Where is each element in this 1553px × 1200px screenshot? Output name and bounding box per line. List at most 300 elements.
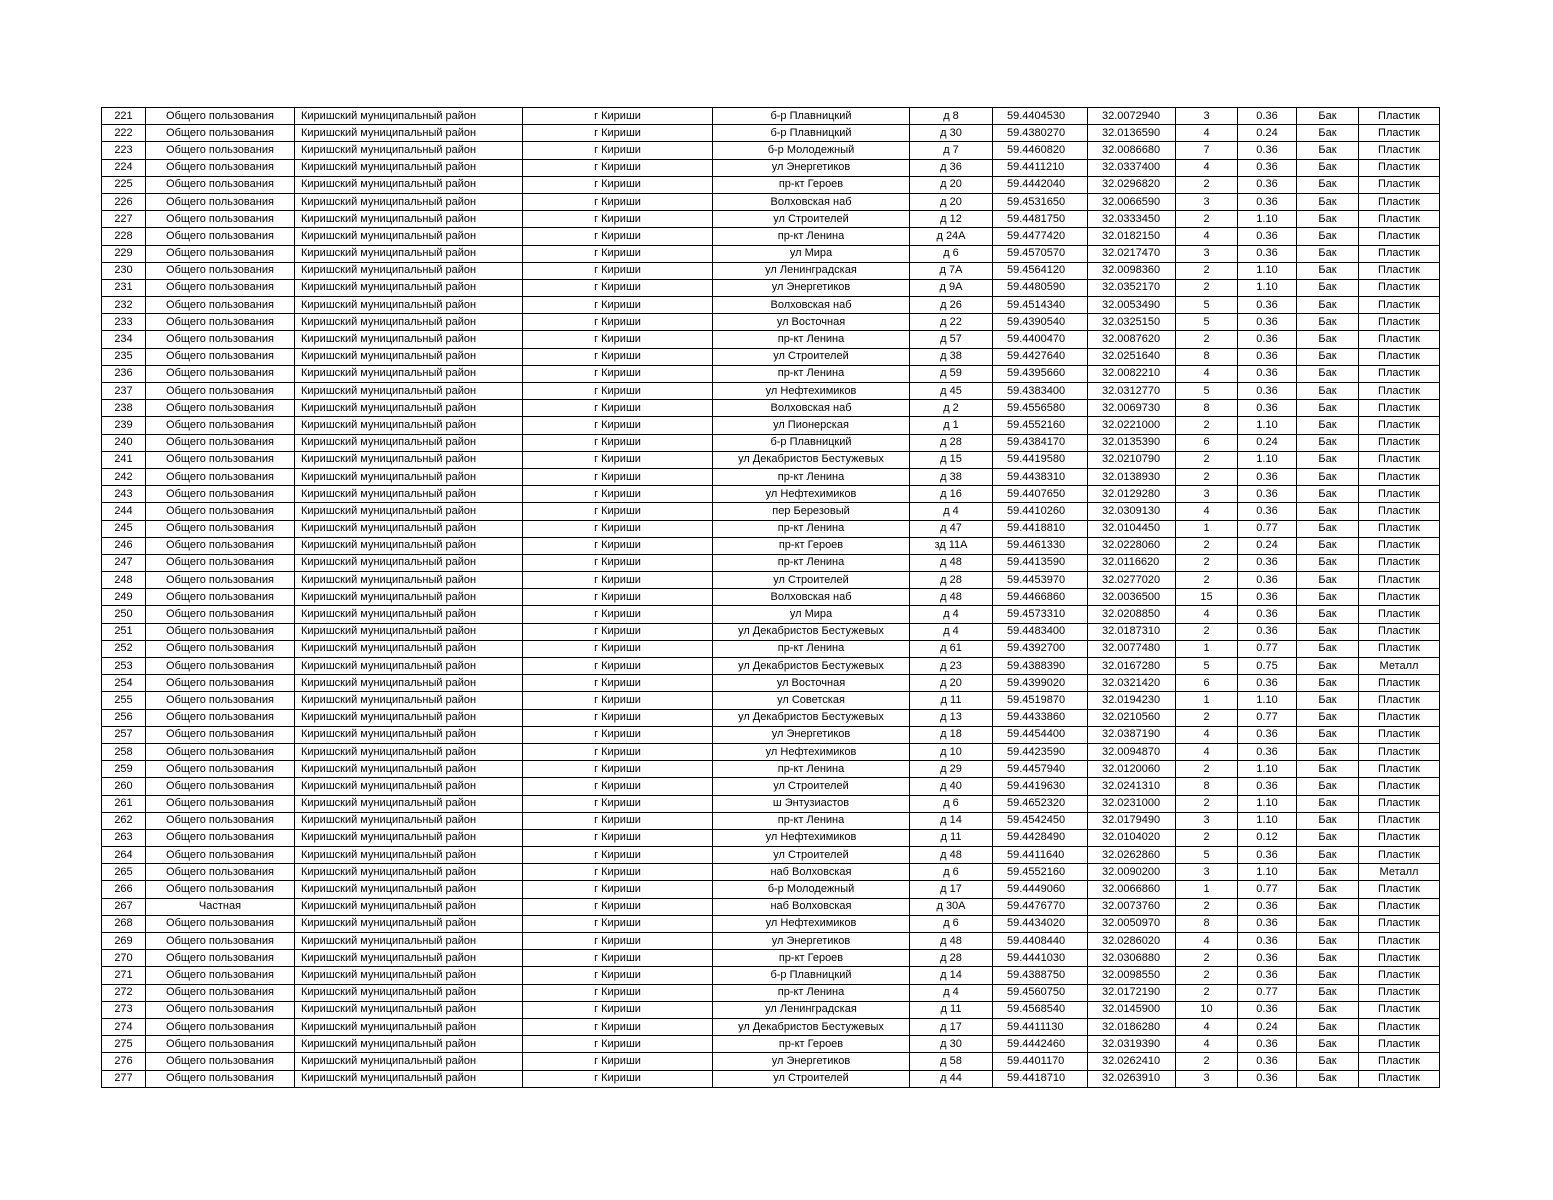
cell-volume: 0.36: [1238, 743, 1297, 760]
cell-material: Пластик: [1359, 812, 1440, 829]
cell-number: 259: [102, 761, 146, 778]
cell-volume: 0.36: [1238, 142, 1297, 159]
cell-district: Киришский муниципальный район: [295, 331, 523, 348]
cell-volume: 0.36: [1238, 365, 1297, 382]
cell-latitude: 59.4399020: [993, 675, 1088, 692]
cell-container-type: Бак: [1297, 434, 1359, 451]
table-row: [102, 589, 1440, 606]
cell-district: Киришский муниципальный район: [295, 692, 523, 709]
cell-access-type: Общего пользования: [146, 778, 295, 795]
cell-house: д 13: [910, 709, 993, 726]
cell-number: 254: [102, 675, 146, 692]
cell-street: б-р Молодежный: [713, 881, 910, 898]
cell-latitude: 59.4400470: [993, 331, 1088, 348]
cell-district: Киришский муниципальный район: [295, 675, 523, 692]
cell-material: Пластик: [1359, 1070, 1440, 1087]
cell-settlement: г Кириши: [523, 1001, 713, 1018]
cell-street: пр-кт Героев: [713, 537, 910, 554]
cell-longitude: 32.0387190: [1088, 726, 1176, 743]
cell-settlement: г Кириши: [523, 1018, 713, 1035]
cell-house: д 45: [910, 383, 993, 400]
cell-latitude: 59.4454400: [993, 726, 1088, 743]
cell-longitude: 32.0036500: [1088, 589, 1176, 606]
cell-longitude: 32.0210560: [1088, 709, 1176, 726]
cell-container-count: 8: [1176, 348, 1238, 365]
cell-district: Киришский муниципальный район: [295, 554, 523, 571]
cell-latitude: 59.4423590: [993, 743, 1088, 760]
cell-street: ул Декабристов Бестужевых: [713, 451, 910, 468]
cell-container-type: Бак: [1297, 193, 1359, 210]
cell-district: Киришский муниципальный район: [295, 915, 523, 932]
cell-container-count: 2: [1176, 623, 1238, 640]
cell-volume: 0.36: [1238, 108, 1297, 125]
cell-latitude: 59.4461330: [993, 537, 1088, 554]
cell-house: д 6: [910, 245, 993, 262]
cell-access-type: Общего пользования: [146, 486, 295, 503]
cell-material: Пластик: [1359, 606, 1440, 623]
cell-settlement: г Кириши: [523, 623, 713, 640]
cell-container-type: Бак: [1297, 812, 1359, 829]
cell-settlement: г Кириши: [523, 468, 713, 485]
table-row: [102, 159, 1440, 176]
cell-number: 257: [102, 726, 146, 743]
cell-latitude: 59.4449060: [993, 881, 1088, 898]
cell-district: Киришский муниципальный район: [295, 1036, 523, 1053]
cell-district: Киришский муниципальный район: [295, 1001, 523, 1018]
cell-street: пр-кт Ленина: [713, 640, 910, 657]
cell-street: ул Нефтехимиков: [713, 743, 910, 760]
cell-container-count: 3: [1176, 812, 1238, 829]
cell-container-count: 2: [1176, 451, 1238, 468]
cell-house: д 14: [910, 967, 993, 984]
cell-container-count: 2: [1176, 176, 1238, 193]
cell-volume: 0.36: [1238, 554, 1297, 571]
cell-settlement: г Кириши: [523, 778, 713, 795]
cell-district: Киришский муниципальный район: [295, 125, 523, 142]
cell-container-count: 2: [1176, 417, 1238, 434]
cell-container-type: Бак: [1297, 125, 1359, 142]
cell-volume: 0.36: [1238, 486, 1297, 503]
cell-street: Волховская наб: [713, 297, 910, 314]
cell-street: ул Мира: [713, 245, 910, 262]
table-row: [102, 486, 1440, 503]
cell-district: Киришский муниципальный район: [295, 142, 523, 159]
cell-number: 253: [102, 658, 146, 675]
cell-number: 233: [102, 314, 146, 331]
cell-access-type: Общего пользования: [146, 142, 295, 159]
cell-container-count: 2: [1176, 331, 1238, 348]
cell-container-count: 2: [1176, 761, 1238, 778]
cell-latitude: 59.4573310: [993, 606, 1088, 623]
cell-volume: 0.36: [1238, 176, 1297, 193]
cell-container-type: Бак: [1297, 640, 1359, 657]
cell-house: д 38: [910, 468, 993, 485]
cell-access-type: Общего пользования: [146, 881, 295, 898]
table-row: [102, 640, 1440, 657]
table-row: [102, 675, 1440, 692]
cell-volume: 1.10: [1238, 262, 1297, 279]
cell-access-type: Общего пользования: [146, 1036, 295, 1053]
cell-latitude: 59.4418810: [993, 520, 1088, 537]
cell-latitude: 59.4419630: [993, 778, 1088, 795]
cell-latitude: 59.4438310: [993, 468, 1088, 485]
cell-number: 221: [102, 108, 146, 125]
cell-number: 224: [102, 159, 146, 176]
cell-container-type: Бак: [1297, 761, 1359, 778]
table-row: [102, 245, 1440, 262]
cell-street: ул Ленинградская: [713, 1001, 910, 1018]
cell-settlement: г Кириши: [523, 365, 713, 382]
cell-latitude: 59.4384170: [993, 434, 1088, 451]
cell-material: Пластик: [1359, 1053, 1440, 1070]
cell-latitude: 59.4392700: [993, 640, 1088, 657]
cell-volume: 0.36: [1238, 778, 1297, 795]
cell-access-type: Общего пользования: [146, 967, 295, 984]
table-row: [102, 709, 1440, 726]
cell-street: ул Энергетиков: [713, 933, 910, 950]
table-row: [102, 572, 1440, 589]
cell-access-type: Общего пользования: [146, 383, 295, 400]
cell-district: Киришский муниципальный район: [295, 159, 523, 176]
cell-container-count: 2: [1176, 829, 1238, 846]
cell-volume: 1.10: [1238, 692, 1297, 709]
cell-container-type: Бак: [1297, 778, 1359, 795]
cell-container-type: Бак: [1297, 537, 1359, 554]
cell-longitude: 32.0231000: [1088, 795, 1176, 812]
cell-volume: 0.36: [1238, 314, 1297, 331]
cell-house: д 28: [910, 434, 993, 451]
cell-settlement: г Кириши: [523, 348, 713, 365]
cell-access-type: Общего пользования: [146, 314, 295, 331]
cell-longitude: 32.0208850: [1088, 606, 1176, 623]
cell-container-type: Бак: [1297, 108, 1359, 125]
cell-house: д 59: [910, 365, 993, 382]
cell-material: Пластик: [1359, 486, 1440, 503]
cell-longitude: 32.0241310: [1088, 778, 1176, 795]
table-row: [102, 812, 1440, 829]
cell-container-count: 15: [1176, 589, 1238, 606]
cell-access-type: Общего пользования: [146, 709, 295, 726]
table-row: [102, 915, 1440, 932]
cell-longitude: 32.0210790: [1088, 451, 1176, 468]
cell-container-type: Бак: [1297, 297, 1359, 314]
cell-house: д 24А: [910, 228, 993, 245]
cell-street: наб Волховская: [713, 898, 910, 915]
cell-container-type: Бак: [1297, 623, 1359, 640]
table-row: [102, 331, 1440, 348]
cell-material: Пластик: [1359, 623, 1440, 640]
cell-container-type: Бак: [1297, 503, 1359, 520]
cell-access-type: Общего пользования: [146, 640, 295, 657]
cell-volume: 1.10: [1238, 795, 1297, 812]
cell-latitude: 59.4564120: [993, 262, 1088, 279]
cell-access-type: Общего пользования: [146, 743, 295, 760]
cell-latitude: 59.4428490: [993, 829, 1088, 846]
cell-number: 267: [102, 898, 146, 915]
cell-street: ул Нефтехимиков: [713, 486, 910, 503]
cell-container-type: Бак: [1297, 279, 1359, 296]
cell-access-type: Общего пользования: [146, 726, 295, 743]
cell-material: Пластик: [1359, 829, 1440, 846]
cell-street: пр-кт Ленина: [713, 365, 910, 382]
cell-settlement: г Кириши: [523, 108, 713, 125]
cell-volume: 0.24: [1238, 434, 1297, 451]
cell-container-type: Бак: [1297, 606, 1359, 623]
cell-latitude: 59.4457940: [993, 761, 1088, 778]
cell-container-count: 8: [1176, 915, 1238, 932]
table-row: [102, 468, 1440, 485]
cell-street: ул Строителей: [713, 348, 910, 365]
cell-material: Пластик: [1359, 417, 1440, 434]
cell-volume: 1.10: [1238, 417, 1297, 434]
cell-street: ул Декабристов Бестужевых: [713, 623, 910, 640]
cell-volume: 1.10: [1238, 864, 1297, 881]
cell-container-count: 1: [1176, 640, 1238, 657]
table-row: [102, 108, 1440, 125]
cell-access-type: Общего пользования: [146, 589, 295, 606]
cell-volume: 0.36: [1238, 245, 1297, 262]
cell-volume: 0.36: [1238, 675, 1297, 692]
cell-material: Пластик: [1359, 881, 1440, 898]
cell-latitude: 59.4453970: [993, 572, 1088, 589]
cell-number: 256: [102, 709, 146, 726]
cell-material: Пластик: [1359, 554, 1440, 571]
cell-container-count: 2: [1176, 468, 1238, 485]
cell-container-type: Бак: [1297, 692, 1359, 709]
data-table: [101, 107, 1440, 1088]
cell-material: Пластик: [1359, 537, 1440, 554]
cell-access-type: Общего пользования: [146, 279, 295, 296]
cell-container-count: 5: [1176, 314, 1238, 331]
cell-street: пр-кт Ленина: [713, 331, 910, 348]
cell-container-count: 8: [1176, 778, 1238, 795]
cell-number: 264: [102, 847, 146, 864]
cell-house: д 61: [910, 640, 993, 657]
cell-house: д 4: [910, 503, 993, 520]
cell-district: Киришский муниципальный район: [295, 176, 523, 193]
cell-longitude: 32.0306880: [1088, 950, 1176, 967]
cell-volume: 0.36: [1238, 1070, 1297, 1087]
cell-street: ул Нефтехимиков: [713, 915, 910, 932]
cell-number: 230: [102, 262, 146, 279]
cell-container-type: Бак: [1297, 159, 1359, 176]
cell-material: Пластик: [1359, 675, 1440, 692]
cell-latitude: 59.4380270: [993, 125, 1088, 142]
cell-access-type: Общего пользования: [146, 675, 295, 692]
cell-material: Пластик: [1359, 314, 1440, 331]
cell-volume: 0.36: [1238, 933, 1297, 950]
cell-street: пр-кт Ленина: [713, 984, 910, 1001]
cell-settlement: г Кириши: [523, 795, 713, 812]
cell-number: 225: [102, 176, 146, 193]
cell-container-count: 3: [1176, 1070, 1238, 1087]
cell-street: пр-кт Героев: [713, 176, 910, 193]
cell-container-type: Бак: [1297, 967, 1359, 984]
cell-district: Киришский муниципальный район: [295, 383, 523, 400]
cell-settlement: г Кириши: [523, 228, 713, 245]
cell-house: д 38: [910, 348, 993, 365]
cell-access-type: Общего пользования: [146, 434, 295, 451]
cell-latitude: 59.4413590: [993, 554, 1088, 571]
cell-container-type: Бак: [1297, 176, 1359, 193]
cell-house: д 20: [910, 675, 993, 692]
cell-number: 249: [102, 589, 146, 606]
cell-volume: 0.77: [1238, 984, 1297, 1001]
cell-longitude: 32.0145900: [1088, 1001, 1176, 1018]
cell-volume: 0.36: [1238, 898, 1297, 915]
cell-settlement: г Кириши: [523, 537, 713, 554]
cell-street: пр-кт Ленина: [713, 812, 910, 829]
cell-access-type: Общего пользования: [146, 108, 295, 125]
cell-access-type: Общего пользования: [146, 658, 295, 675]
cell-settlement: г Кириши: [523, 829, 713, 846]
cell-container-type: Бак: [1297, 468, 1359, 485]
cell-longitude: 32.0072940: [1088, 108, 1176, 125]
cell-longitude: 32.0228060: [1088, 537, 1176, 554]
cell-house: д 6: [910, 915, 993, 932]
cell-number: 226: [102, 193, 146, 210]
cell-street: б-р Плавницкий: [713, 434, 910, 451]
cell-settlement: г Кириши: [523, 1053, 713, 1070]
cell-house: д 20: [910, 176, 993, 193]
cell-longitude: 32.0073760: [1088, 898, 1176, 915]
cell-number: 238: [102, 400, 146, 417]
cell-material: Пластик: [1359, 589, 1440, 606]
cell-street: ул Строителей: [713, 847, 910, 864]
cell-material: Пластик: [1359, 520, 1440, 537]
cell-latitude: 59.4411130: [993, 1018, 1088, 1035]
cell-street: пр-кт Героев: [713, 950, 910, 967]
cell-district: Киришский муниципальный район: [295, 640, 523, 657]
cell-number: 228: [102, 228, 146, 245]
cell-material: Пластик: [1359, 159, 1440, 176]
cell-longitude: 32.0262410: [1088, 1053, 1176, 1070]
cell-district: Киришский муниципальный район: [295, 297, 523, 314]
cell-container-type: Бак: [1297, 829, 1359, 846]
cell-container-count: 2: [1176, 537, 1238, 554]
table-row: [102, 950, 1440, 967]
cell-house: д 12: [910, 211, 993, 228]
cell-street: Волховская наб: [713, 400, 910, 417]
cell-house: д 10: [910, 743, 993, 760]
cell-material: Пластик: [1359, 125, 1440, 142]
cell-container-type: Бак: [1297, 795, 1359, 812]
cell-house: д 9А: [910, 279, 993, 296]
table-row: [102, 365, 1440, 382]
cell-material: Пластик: [1359, 383, 1440, 400]
table-body: [102, 108, 1440, 1088]
table-row: [102, 984, 1440, 1001]
cell-settlement: г Кириши: [523, 933, 713, 950]
table-row: [102, 898, 1440, 915]
table-row: [102, 383, 1440, 400]
cell-container-count: 6: [1176, 675, 1238, 692]
cell-container-count: 2: [1176, 795, 1238, 812]
cell-container-type: Бак: [1297, 1001, 1359, 1018]
cell-latitude: 59.4652320: [993, 795, 1088, 812]
cell-longitude: 32.0194230: [1088, 692, 1176, 709]
cell-volume: 0.36: [1238, 468, 1297, 485]
cell-settlement: г Кириши: [523, 675, 713, 692]
cell-settlement: г Кириши: [523, 864, 713, 881]
cell-longitude: 32.0069730: [1088, 400, 1176, 417]
cell-material: Пластик: [1359, 211, 1440, 228]
cell-district: Киришский муниципальный район: [295, 829, 523, 846]
cell-material: Пластик: [1359, 984, 1440, 1001]
cell-container-count: 4: [1176, 125, 1238, 142]
cell-settlement: г Кириши: [523, 572, 713, 589]
cell-latitude: 59.4390540: [993, 314, 1088, 331]
cell-settlement: г Кириши: [523, 417, 713, 434]
cell-container-type: Бак: [1297, 572, 1359, 589]
cell-house: д 4: [910, 623, 993, 640]
cell-number: 247: [102, 554, 146, 571]
table-row: [102, 795, 1440, 812]
cell-house: д 11: [910, 829, 993, 846]
cell-house: д 2: [910, 400, 993, 417]
cell-longitude: 32.0312770: [1088, 383, 1176, 400]
cell-district: Киришский муниципальный район: [295, 486, 523, 503]
cell-volume: 0.12: [1238, 829, 1297, 846]
cell-house: д 44: [910, 1070, 993, 1087]
cell-house: д 48: [910, 589, 993, 606]
cell-street: пр-кт Ленина: [713, 554, 910, 571]
cell-container-type: Бак: [1297, 709, 1359, 726]
cell-street: наб Волховская: [713, 864, 910, 881]
cell-container-type: Бак: [1297, 142, 1359, 159]
cell-street: пер Березовый: [713, 503, 910, 520]
cell-district: Киришский муниципальный район: [295, 211, 523, 228]
cell-latitude: 59.4434020: [993, 915, 1088, 932]
cell-latitude: 59.4410260: [993, 503, 1088, 520]
cell-longitude: 32.0082210: [1088, 365, 1176, 382]
cell-district: Киришский муниципальный район: [295, 245, 523, 262]
cell-container-count: 4: [1176, 365, 1238, 382]
cell-longitude: 32.0136590: [1088, 125, 1176, 142]
cell-container-type: Бак: [1297, 898, 1359, 915]
cell-volume: 0.36: [1238, 572, 1297, 589]
cell-house: д 57: [910, 331, 993, 348]
cell-access-type: Общего пользования: [146, 761, 295, 778]
cell-settlement: г Кириши: [523, 915, 713, 932]
cell-material: Пластик: [1359, 761, 1440, 778]
cell-container-type: Бак: [1297, 365, 1359, 382]
cell-street: пр-кт Героев: [713, 1036, 910, 1053]
cell-settlement: г Кириши: [523, 520, 713, 537]
cell-volume: 0.36: [1238, 726, 1297, 743]
cell-container-type: Бак: [1297, 228, 1359, 245]
cell-settlement: г Кириши: [523, 709, 713, 726]
cell-longitude: 32.0325150: [1088, 314, 1176, 331]
cell-house: д 4: [910, 606, 993, 623]
cell-volume: 0.36: [1238, 503, 1297, 520]
cell-street: ул Мира: [713, 606, 910, 623]
cell-settlement: г Кириши: [523, 279, 713, 296]
cell-longitude: 32.0321420: [1088, 675, 1176, 692]
cell-district: Киришский муниципальный район: [295, 279, 523, 296]
cell-latitude: 59.4419580: [993, 451, 1088, 468]
cell-volume: 0.75: [1238, 658, 1297, 675]
cell-street: ул Строителей: [713, 572, 910, 589]
cell-access-type: Общего пользования: [146, 176, 295, 193]
cell-house: д 6: [910, 864, 993, 881]
cell-house: д 30: [910, 125, 993, 142]
table-row: [102, 726, 1440, 743]
cell-material: Пластик: [1359, 228, 1440, 245]
cell-latitude: 59.4383400: [993, 383, 1088, 400]
cell-longitude: 32.0172190: [1088, 984, 1176, 1001]
cell-latitude: 59.4483400: [993, 623, 1088, 640]
